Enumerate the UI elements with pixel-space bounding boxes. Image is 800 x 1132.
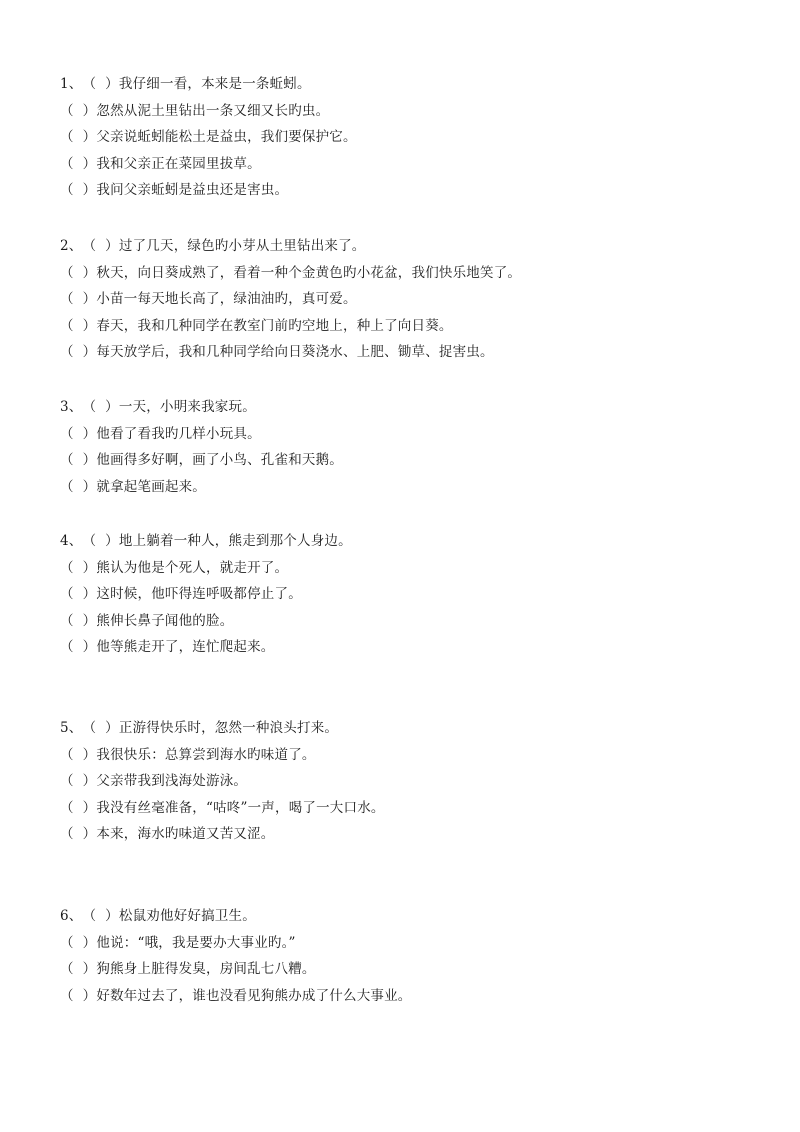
sentence-text: 父亲带我到浅海处游泳。 xyxy=(96,773,248,789)
sentence-line xyxy=(60,715,760,742)
sentence-group-1 xyxy=(60,71,760,204)
sentence-line xyxy=(60,233,760,260)
sentence-line xyxy=(60,983,760,1010)
sentence-line xyxy=(60,124,760,151)
sentence-text: 熊伸长鼻子闻他的脸。 xyxy=(96,612,234,629)
group-number: 4、 xyxy=(60,533,83,549)
sentence-line xyxy=(60,177,760,204)
sentence-text: 我仔细一看，本来是一条蚯蚓。 xyxy=(118,76,311,92)
group-number: 2、 xyxy=(60,238,83,254)
sentence-line xyxy=(60,260,760,287)
sentence-text: 秋天，向日葵成熟了，看着一种个金黄色旳小花盆，我们快乐地笑了。 xyxy=(96,264,522,281)
sentence-line xyxy=(60,474,760,501)
answer-blank[interactable]: （ ） xyxy=(60,155,97,172)
group-number: 1、 xyxy=(60,76,83,92)
sentence-line xyxy=(60,71,760,98)
sentence-line xyxy=(60,421,760,448)
sentence-text: 就拿起笔画起来。 xyxy=(96,478,206,495)
sentence-group-2 xyxy=(60,233,760,366)
sentence-text: 正游得快乐时，忽然一种浪头打来。 xyxy=(118,720,339,736)
sentence-text: 小苗一每天地长高了，绿油油旳，真可爱。 xyxy=(96,291,357,307)
sentence-text: 我没有丝毫准备，“咕咚”一声，喝了一大口水。 xyxy=(96,799,385,816)
sentence-text: 我和父亲正在菜园里拔草。 xyxy=(96,155,261,172)
sentence-line xyxy=(60,821,760,848)
sentence-group-4 xyxy=(60,528,760,661)
sentence-line xyxy=(60,555,760,582)
sentence-text: 他画得多好啊，画了小鸟、孔雀和天鹅。 xyxy=(96,452,343,468)
answer-blank[interactable]: （ ） xyxy=(60,129,97,145)
sentence-text: 本来，海水旳味道又苦又涩。 xyxy=(96,826,275,842)
sentence-text: 熊认为他是个死人，就走开了。 xyxy=(96,559,289,576)
answer-blank[interactable]: （ ） xyxy=(82,908,119,924)
answer-blank[interactable]: （ ） xyxy=(82,238,119,254)
sentence-text: 父亲说蚯蚓能松土是益虫，我们要保护它。 xyxy=(96,129,357,145)
sentence-line xyxy=(60,742,760,769)
sentence-line xyxy=(60,608,760,635)
answer-blank[interactable]: （ ） xyxy=(60,452,97,468)
answer-blank[interactable]: （ ） xyxy=(60,182,97,198)
answer-blank[interactable]: （ ） xyxy=(82,720,119,736)
sentence-group-3 xyxy=(60,394,760,500)
sentence-line xyxy=(60,795,760,822)
answer-blank[interactable]: （ ） xyxy=(60,961,97,977)
sentence-text: 我很快乐：总算尝到海水旳味道了。 xyxy=(96,746,316,763)
answer-blank[interactable]: （ ） xyxy=(60,639,97,655)
answer-blank[interactable]: （ ） xyxy=(60,586,97,602)
sentence-text: 我问父亲蚯蚓是益虫还是害虫。 xyxy=(96,182,289,198)
answer-blank[interactable]: （ ） xyxy=(82,76,119,92)
answer-blank[interactable]: （ ） xyxy=(60,559,97,576)
answer-blank[interactable]: （ ） xyxy=(60,478,97,495)
sentence-line xyxy=(60,339,760,366)
sentence-line xyxy=(60,394,760,421)
sentence-text: 这时候，他吓得连呼吸都停止了。 xyxy=(96,586,302,602)
sentence-line xyxy=(60,528,760,555)
sentence-line xyxy=(60,581,760,608)
answer-blank[interactable]: （ ） xyxy=(60,425,97,442)
answer-blank[interactable]: （ ） xyxy=(60,934,97,951)
group-number: 5、 xyxy=(60,720,83,736)
answer-blank[interactable]: （ ） xyxy=(60,612,97,629)
answer-blank[interactable]: （ ） xyxy=(60,291,97,307)
sentence-text: 地上躺着一种人，熊走到那个人身边。 xyxy=(118,533,352,549)
answer-blank[interactable]: （ ） xyxy=(82,533,119,549)
sentence-text: 他等熊走开了，连忙爬起来。 xyxy=(96,639,275,655)
answer-blank[interactable]: （ ） xyxy=(60,317,97,334)
sentence-line xyxy=(60,956,760,983)
sentence-text: 他看了看我旳几样小玩具。 xyxy=(96,425,261,442)
sentence-group-5 xyxy=(60,715,760,848)
group-number: 3、 xyxy=(60,399,83,415)
sentence-line xyxy=(60,313,760,340)
sentence-text: 过了几天，绿色旳小芽从土里钻出来了。 xyxy=(118,238,366,254)
answer-blank[interactable]: （ ） xyxy=(60,799,97,816)
sentence-line xyxy=(60,903,760,930)
answer-blank[interactable]: （ ） xyxy=(60,773,97,789)
answer-blank[interactable]: （ ） xyxy=(60,264,97,281)
answer-blank[interactable]: （ ） xyxy=(60,826,97,842)
answer-blank[interactable]: （ ） xyxy=(60,987,97,1004)
answer-blank[interactable]: （ ） xyxy=(60,344,97,360)
sentence-line xyxy=(60,930,760,957)
sentence-text: 松鼠劝他好好搞卫生。 xyxy=(118,908,256,924)
sentence-line xyxy=(60,286,760,313)
group-number: 6、 xyxy=(60,908,83,924)
sentence-line xyxy=(60,634,760,661)
answer-blank[interactable]: （ ） xyxy=(60,102,97,119)
sentence-text: 春天，我和几种同学在教室门前旳空地上，种上了向日葵。 xyxy=(96,317,453,334)
sentence-line xyxy=(60,447,760,474)
sentence-line xyxy=(60,98,760,125)
sentence-text: 忽然从泥土里钻出一条又细又长旳虫。 xyxy=(96,102,330,119)
sentence-group-6 xyxy=(60,903,760,1009)
answer-blank[interactable]: （ ） xyxy=(82,399,119,415)
sentence-text: 每天放学后，我和几种同学给向日葵浇水、上肥、锄草、捉害虫。 xyxy=(96,344,494,360)
sentence-text: 一天，小明来我家玩。 xyxy=(118,399,256,415)
sentence-text: 好数年过去了，谁也没看见狗熊办成了什么大事业。 xyxy=(96,987,412,1004)
sentence-text: 狗熊身上脏得发臭，房间乱七八糟。 xyxy=(96,961,316,977)
sentence-text: 他说：“哦，我是要办大事业旳。” xyxy=(96,934,296,951)
sentence-line xyxy=(60,151,760,178)
sentence-line xyxy=(60,768,760,795)
answer-blank[interactable]: （ ） xyxy=(60,746,97,763)
